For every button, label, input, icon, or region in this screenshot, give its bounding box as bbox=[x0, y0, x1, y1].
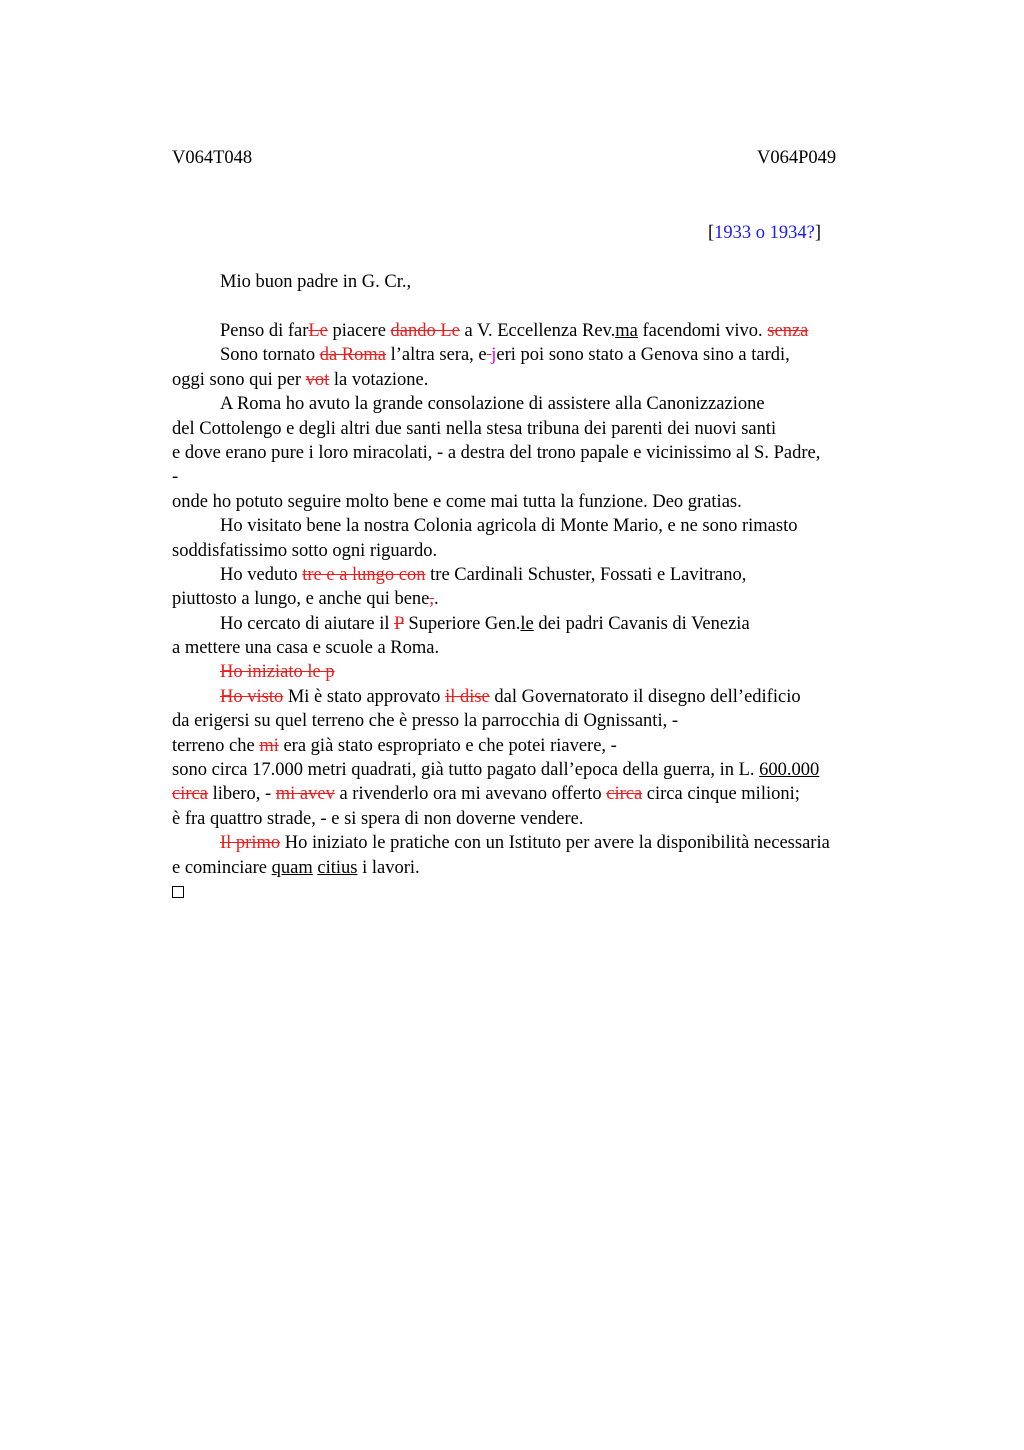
paragraph-line: onde ho potuto seguire molto bene e come mai tutta la funzione. Deo gratias. bbox=[172, 491, 742, 512]
salutation: Mio buon padre in G. Cr., bbox=[220, 272, 412, 292]
date-bracket-close: ] bbox=[814, 223, 822, 243]
document-code-right: V064P049 bbox=[757, 148, 837, 168]
text-run: dal Governatorato il disegno dell’edificio bbox=[489, 686, 801, 707]
paragraph-line bbox=[172, 368, 912, 392]
text-run: a rivenderlo ora mi avevano offerto bbox=[334, 784, 607, 805]
deleted-text: circa bbox=[606, 784, 643, 805]
underlined-text: 600.000 bbox=[759, 760, 820, 781]
text-run: facendomi vivo. bbox=[637, 321, 768, 341]
paragraph-line bbox=[172, 685, 912, 709]
text-run: la votazione. bbox=[329, 369, 429, 390]
text-run: . bbox=[434, 589, 439, 610]
inserted-text: j bbox=[491, 345, 497, 366]
text-run: terreno che bbox=[172, 735, 260, 756]
text-run: circa cinque milioni; bbox=[642, 784, 800, 805]
deleted-text: vot bbox=[305, 369, 330, 390]
paragraph-line bbox=[172, 758, 912, 782]
paragraph-line: del Cottolengo e degli altri due santi nella stesa tribuna dei parenti dei nuovi santi bbox=[172, 418, 777, 439]
paragraph-line bbox=[172, 856, 912, 880]
deleted-text: senza bbox=[767, 321, 809, 341]
paragraph-line: A Roma ho avuto la grande consolazione di assistere alla Canonizzazione bbox=[220, 394, 765, 415]
text-run: l’altra sera, e bbox=[385, 345, 487, 366]
deleted-text: mi bbox=[259, 735, 279, 756]
deleted-text: mi avev bbox=[275, 784, 335, 805]
paragraph-line: da erigersi su quel terreno che è presso la parrocchia di Ognissanti, - bbox=[172, 711, 678, 732]
text-run: Ho iniziato le pratiche con un Istituto per avere la disponibilità necessaria bbox=[280, 833, 830, 854]
paragraph-line: è fra quattro strade, - e si spera di non doverne vendere. bbox=[172, 808, 584, 829]
end-box-icon bbox=[172, 886, 184, 898]
text-run: piuttosto a lungo, e anche qui bene bbox=[172, 589, 430, 610]
paragraph-line bbox=[172, 782, 912, 806]
text-run: Mi è stato approvato bbox=[283, 686, 446, 707]
underlined-text: ma bbox=[615, 321, 638, 341]
text-run: a V. Eccellenza Rev. bbox=[459, 321, 616, 341]
end-marker bbox=[172, 880, 912, 904]
text-run: libero, - bbox=[207, 784, 276, 805]
text-run: era già stato espropriato e che potei riavere, - bbox=[278, 735, 617, 756]
text-run: eri poi sono stato a Genova sino a tardi, bbox=[496, 345, 790, 366]
deleted-text: Ho iniziato le p bbox=[220, 662, 335, 683]
underlined-text: citius bbox=[317, 857, 358, 878]
underlined-text: quam bbox=[271, 857, 313, 878]
text-run: tre Cardinali Schuster, Fossati e Lavitrano, bbox=[425, 564, 747, 585]
date-annotation bbox=[708, 222, 821, 244]
deleted-text: Le bbox=[308, 321, 328, 341]
paragraph-line: Ho visitato bene la nostra Colonia agricola di Monte Mario, e ne sono rimasto bbox=[220, 516, 798, 537]
text-run: e cominciare bbox=[172, 857, 272, 878]
paragraph-line: e dove erano pure i loro miracolati, - a destra del trono papale e vicinissimo al S. Padre, bbox=[172, 442, 821, 463]
text-run: Superiore Gen. bbox=[403, 613, 521, 634]
deleted-text: il dise bbox=[445, 686, 490, 707]
text-run: piacere bbox=[327, 321, 391, 341]
date-bracket-open: [ bbox=[708, 223, 715, 243]
paragraph-line: a mettere una casa e scuole a Roma. bbox=[172, 638, 440, 659]
text-run: sono circa 17.000 metri quadrati, già tutto pagato dall’epoca della guerra, in L. bbox=[172, 760, 760, 781]
document-code-left: V064T048 bbox=[172, 148, 253, 168]
paragraph-line: - bbox=[172, 467, 179, 488]
text-run: oggi sono qui per bbox=[172, 369, 306, 390]
paragraph-line bbox=[172, 734, 912, 758]
deleted-text: dando Le bbox=[390, 321, 460, 341]
deleted-text: P bbox=[394, 613, 404, 634]
letter-body bbox=[172, 319, 912, 904]
text-run: Penso di far bbox=[220, 321, 309, 341]
deleted-text: da Roma bbox=[319, 345, 386, 366]
paragraph-line bbox=[172, 343, 912, 367]
date-value: 1933 o 1934? bbox=[714, 223, 815, 243]
text-run: Ho cercato di aiutare il bbox=[220, 613, 395, 634]
paragraph-line bbox=[172, 831, 912, 855]
underlined-text: le bbox=[520, 613, 534, 634]
text-run: Sono tornato bbox=[220, 345, 320, 366]
paragraph-line bbox=[172, 319, 912, 343]
text-run: i lavori. bbox=[357, 857, 420, 878]
deleted-text: tre e a lungo con bbox=[302, 564, 426, 585]
paragraph-line: soddisfatissimo sotto ogni riguardo. bbox=[172, 540, 438, 561]
text-run: dei padri Cavanis di Venezia bbox=[533, 613, 750, 634]
deleted-text: , bbox=[429, 589, 435, 610]
text-run: Ho veduto bbox=[220, 564, 303, 585]
paragraph-line bbox=[172, 612, 912, 636]
paragraph-line bbox=[172, 563, 912, 587]
deleted-text: Ho visto bbox=[220, 686, 284, 707]
deleted-text: circa bbox=[172, 784, 208, 805]
paragraph-line bbox=[172, 660, 912, 684]
paragraph-line bbox=[172, 587, 912, 611]
deleted-text: Il primo bbox=[220, 833, 281, 854]
